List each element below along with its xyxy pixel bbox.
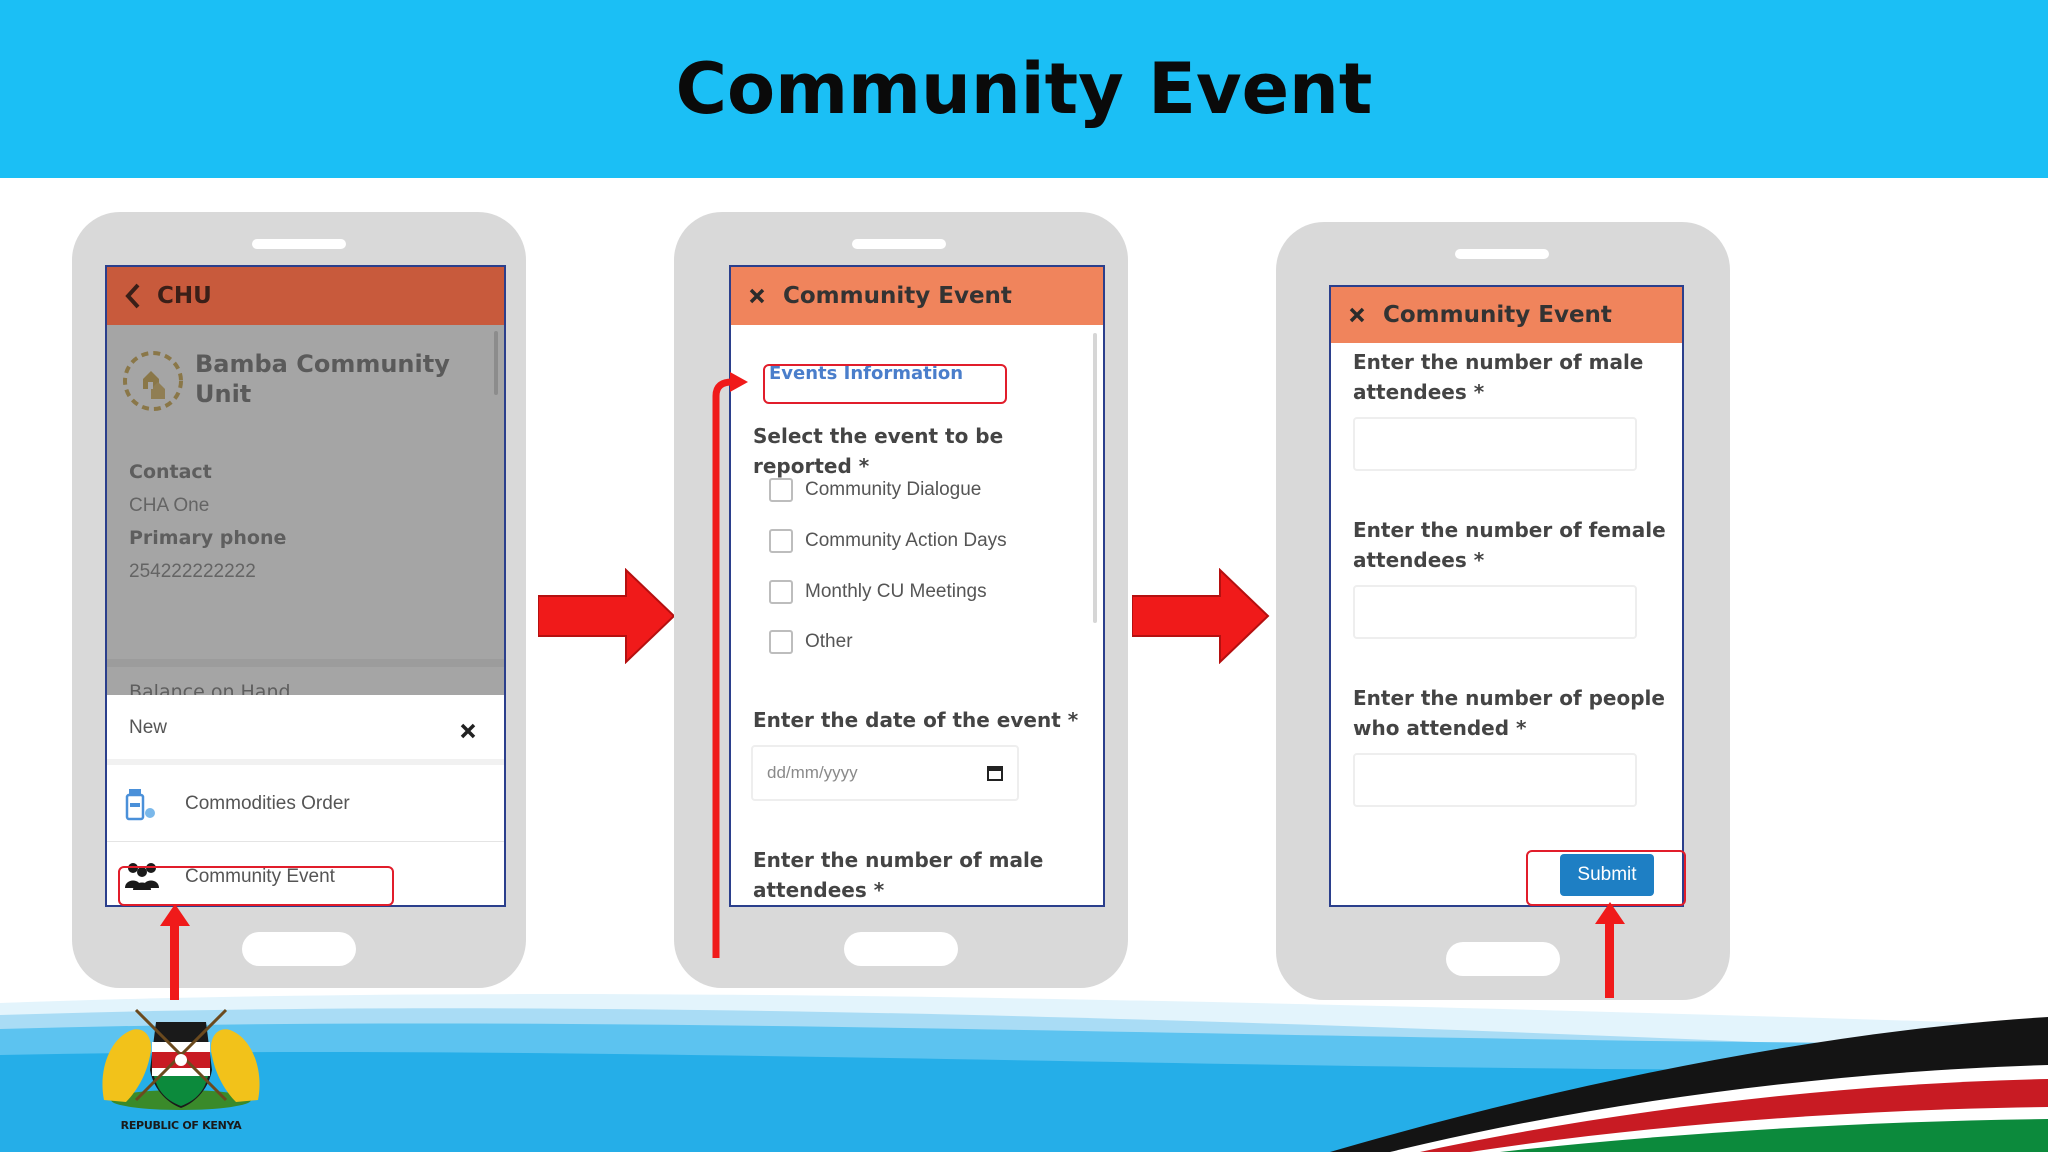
community-event-header — [731, 267, 1103, 325]
female-attendees-input[interactable] — [1353, 585, 1637, 639]
close-icon[interactable] — [749, 288, 765, 304]
footer-wave-decoration — [0, 985, 2048, 1152]
slide-title: Community Event — [675, 48, 1373, 130]
pointer-arrow-shaft-1 — [170, 922, 179, 1000]
submit-button[interactable]: Submit — [1560, 854, 1654, 896]
option-label: Community Dialogue — [805, 479, 982, 500]
phone-1-screen — [105, 265, 506, 907]
pointer-arrow-head-1 — [160, 904, 190, 926]
coat-of-arms-icon — [96, 1000, 266, 1112]
female-attendees-question: Enter the number of female attendees * — [1353, 518, 1666, 572]
back-chevron-icon[interactable] — [125, 283, 141, 309]
male-attendees-question: Enter the number of male attendees * — [1353, 350, 1644, 404]
phone-1-speaker — [252, 239, 346, 249]
pointer-arrow-head-3 — [1595, 902, 1625, 924]
coat-of-arms-caption: REPUBLIC OF KENYA — [120, 1119, 242, 1132]
flow-arrow-right-2 — [1132, 568, 1272, 664]
phone-2-speaker — [852, 239, 946, 249]
total-attendees-question: Enter the number of people who attended * — [1353, 686, 1665, 740]
coat-of-arms-emblem — [96, 1000, 266, 1130]
medicine-bottle-icon — [125, 787, 159, 821]
total-attendees-input[interactable] — [1353, 753, 1637, 807]
menu-item-commodities-order[interactable] — [107, 765, 504, 841]
phone-2-home-button[interactable] — [844, 932, 958, 966]
highlight-events-information — [763, 364, 1007, 404]
checkbox-community-action-days[interactable] — [769, 529, 793, 553]
header-title: Community Event — [783, 283, 1012, 309]
checkbox-monthly-cu-meetings[interactable] — [769, 580, 793, 604]
pointer-arrow-shaft-3 — [1605, 922, 1614, 998]
male-question: Enter the number of male attendees * — [753, 848, 1044, 902]
calendar-icon[interactable] — [987, 765, 1003, 781]
date-placeholder: dd/mm/yyyy — [767, 763, 858, 782]
menu-item-label: Community Event — [185, 866, 335, 887]
checkbox-other[interactable] — [769, 630, 793, 654]
option-label: Other — [805, 631, 853, 652]
event-date-input[interactable] — [751, 745, 1019, 801]
highlight-community-event — [118, 866, 394, 906]
close-icon[interactable] — [1349, 307, 1365, 323]
phone-3-home-button[interactable] — [1446, 942, 1560, 976]
flow-arrow-right-1 — [538, 568, 678, 664]
modal-backdrop[interactable] — [107, 325, 504, 695]
male-attendees-input[interactable] — [1353, 417, 1637, 471]
phone-1-home-button[interactable] — [242, 932, 356, 966]
new-sheet-title: New — [129, 717, 168, 738]
header-title: Community Event — [1383, 302, 1612, 328]
checkbox-community-dialogue[interactable] — [769, 478, 793, 502]
event-question: Select the event to be reported * — [753, 424, 1004, 478]
date-question: Enter the date of the event * — [753, 708, 1079, 732]
option-label: Community Action Days — [805, 530, 1007, 551]
chu-header-bar — [107, 267, 504, 325]
phone-2-screen — [729, 265, 1105, 907]
phone-3-speaker — [1455, 249, 1549, 259]
close-icon[interactable] — [460, 723, 476, 739]
community-event-header — [1331, 287, 1682, 343]
chu-back-label[interactable]: CHU — [157, 283, 212, 309]
section-title: Events Information — [769, 363, 964, 384]
highlight-submit — [1526, 850, 1686, 906]
phone-3-screen — [1329, 285, 1684, 907]
scroll-direction-arrow — [702, 370, 752, 960]
menu-item-label: Commodities Order — [185, 793, 350, 814]
option-label: Monthly CU Meetings — [805, 581, 987, 602]
